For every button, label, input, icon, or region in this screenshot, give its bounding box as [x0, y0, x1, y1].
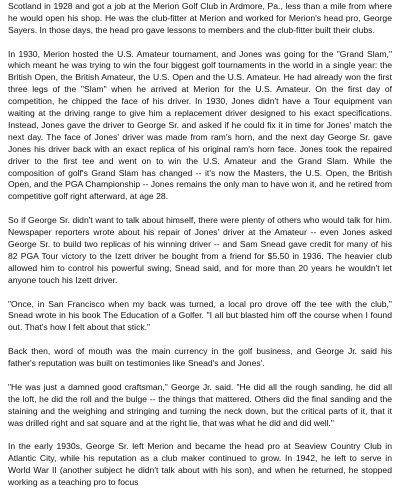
- paragraph-background: Scotland in 1928 and got a job at the Merion Golf Club in Ardmore, Pa., less than a mile from where he would open his shop. He was the club-fitter at Merion and worked for Merion's head pro, George Sayers. In those days, the head pro gave lessons to members and the club-fitter built their clubs.: [8, 0, 392, 35]
- paragraph-grand-slam: In 1930, Merion hosted the U.S. Amateur tournament, and Jones was going for the "Grand Slam," which meant he was trying to win the four biggest golf tournaments in the world in a single year: the British Open, the British Amateur, the U.S. Open and the U.S. Amateur. He had already won the first three legs of the "Slam" when he arrived at Merion for the U.S. Amateur. On the first day of competition, he chipped the face of his driver. In 1930, Jones didn't have a Tour equipment van waiting at the driving range to give him a replacement driver designed to his exact specifications. Instead, Jones gave the driver to George Sr. and asked if he could fix it in time for Jones' match the next day. The face of Jones' driver was made from ram's horn, and the next day George Sr. gave Jones his driver back with an exact replica of his original ram's horn face. Jones took the repaired driver to the first tee and went on to win the U.S. Amateur and the Grand Slam. While the composition of golf's Grand Slam has changed -- it's now the Masters, the U.S. Open, the British Open, and the PGA Championship -- Jones remains the only man to have won it, and he retired from competitive golf right afterward, at age 28.: [8, 48, 392, 202]
- paragraph-snead-quote: "Once, in San Francisco when my back was turned, a local pro drove off the tee with the club," Snead wrote in his book The Education of a Golfer. "I all but blasted him off the course when I found out. That's how I felt about that stick.": [8, 298, 392, 333]
- paragraph-craftsman-quote: "He was just a damned good craftsman," George Jr. said. "He did all the rough sanding, he did all the loft, he did the roll and the bulge -- the things that mattered. Others did the final sanding and the staining and the weighing and stringing and turning the neck down, but the critical parts of it, that it was drilled right and sat square and at the right lie, that was what he did and did well.": [8, 381, 392, 428]
- paragraph-seaview: In the early 1930s, George Sr. left Merion and became the head pro at Seaview Country Club in Atlantic City, while his reputation as a club maker continued to grow. In 1942, he left to serve in World War II (another subject he didn't talk about with his son), and when he returned, he stopped working as a teaching pro to focus: [8, 441, 392, 488]
- paragraph-reputation: So if George Sr. didn't want to talk about himself, there were plenty of others who would talk for him. Newspaper reporters wrote about his repair of Jones' driver at the Amateur -- even Jones asked George Sr. to build two replicas of his winning driver -- and Sam Snead gave credit for many of his 82 PGA Tour victory to the Izett driver he bought from a friend for $5.50 in 1936. The heavier club allowed him to control his powerful swing, Snead said, and for more than 20 years he wouldn't let anyone touch his Izett driver.: [8, 215, 392, 285]
- article-body: [8, 0, 392, 501]
- paragraph-word-of-mouth: Back then, word of mouth was the main currency in the golf business, and George Jr. said his father's reputation was built on testimonies like Snead's and Jones'.: [8, 346, 392, 369]
